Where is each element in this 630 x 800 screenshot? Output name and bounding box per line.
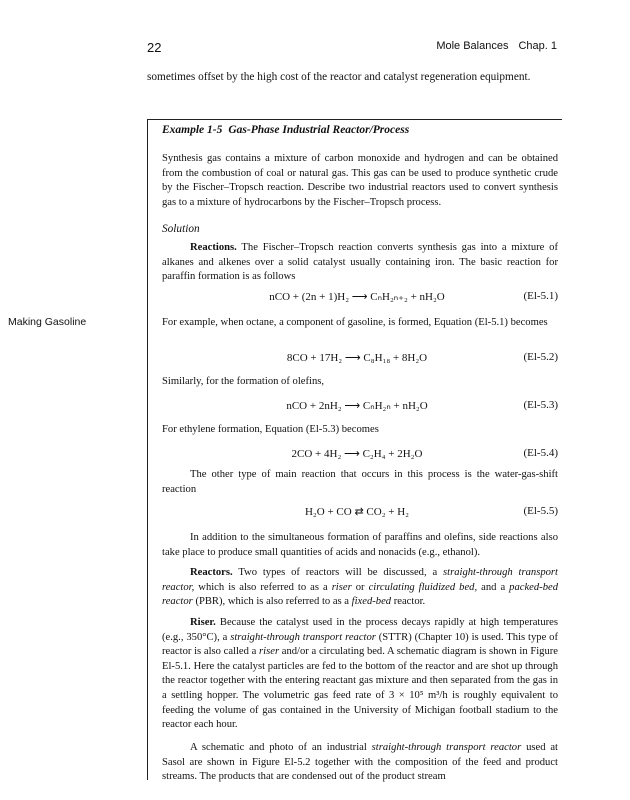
example-statement: Synthesis gas contains a mixture of carbon monoxide and hydrogen and can be obtained from the combustion of coal or natural gas. This gas can be used to produce synthetic crude by the Fischer–Tropsch reaction. Describe two industrial reactors used to convert synthesis gas to a mixture of hydrocarbons by the Fischer–Tropsch process. xyxy=(162,153,558,208)
margin-note: Making Gasoline xyxy=(8,316,87,328)
example-title xyxy=(162,124,409,136)
page-number: 22 xyxy=(147,40,162,55)
riser-lead: Riser. xyxy=(190,617,216,628)
olefins-paragraph: Similarly, for the formation of olefins, xyxy=(162,376,325,387)
schematic-paragraph: A schematic and photo of an industrial straight-through transport reactor used at Sasol are shown in Figure El-5.2 together with the composition of the feed and product streams. The products that are condensed out of the product stream xyxy=(162,742,558,783)
chapter-title: Mole Balances xyxy=(436,40,509,52)
running-head xyxy=(436,40,557,52)
solution-side-rule xyxy=(147,245,148,780)
reactions-paragraph: Reactions. The Fischer–Tropsch reaction converts synthesis gas into a mixture of alkanes and alkenes over a solid catalyst usually containing iron. The basic reaction for paraffin formation is as follows xyxy=(162,242,558,283)
equation-2 xyxy=(162,351,558,367)
equation-1-expr: nCO + (2n + 1)H₂ ⟶ CₙH₂ₙ₊₂ + nH₂O xyxy=(269,291,445,303)
equation-4 xyxy=(162,447,558,463)
page-header xyxy=(147,40,557,56)
equation-4-tag: (El-5.4) xyxy=(523,447,558,459)
equation-2-expr: 8CO + 17H₂ ⟶ C₈H₁₈ + 8H₂O xyxy=(286,352,428,364)
riser-paragraph: Riser. Because the catalyst used in the process decays rapidly at high temperatures (e.g., 350°C), a straight-through transport reactor (STTR) (Chapter 10) is used. This type of reactor is also called a riser and/or a circulating bed. A schematic diagram is shown in Figure El-5.1. Here the catalyst particles are fed to the bottom of the reactor and are shot up through the reactor together with the entering reactant gas mixture and then separated from the gas in a settling hopper. The volumetric gas feed rate of 3 × 10⁵ m³/h is roughly equivalent to feeding the volume of gas contained in the University of Michigan football stadium to the reactor each hour. xyxy=(162,617,558,731)
equation-5-tag: (El-5.5) xyxy=(523,505,558,517)
equation-3 xyxy=(162,399,558,415)
reactors-paragraph: Reactors. Two types of reactors will be discussed, a straight-through transport reactor, which is also referred to as a riser or circulating fluidized bed, and a packed-bed reactor (PBR), which is also referred to as a fixed-bed reactor. xyxy=(162,567,558,608)
solution-label: Solution xyxy=(162,223,200,235)
equation-1-tag: (El-5.1) xyxy=(523,290,558,302)
octane-paragraph: For example, when octane, a component of gasoline, is formed, Equation (El-5.1) becomes xyxy=(162,317,548,328)
equation-1 xyxy=(162,290,558,306)
example-name: Gas-Phase Industrial Reactor/Process xyxy=(228,124,410,136)
reactions-lead: Reactions. xyxy=(190,242,237,253)
addition-paragraph: In addition to the simultaneous formation of paraffins and olefins, side reactions also take place to produce small quantities of acids and nonacids (e.g., ethanol). xyxy=(162,532,558,558)
equation-2-tag: (El-5.2) xyxy=(523,351,558,363)
equation-5-expr: H₂O + CO ⇄ CO₂ + H₂ xyxy=(304,506,410,518)
example-number: Example 1-5 xyxy=(162,124,223,136)
reactors-lead: Reactors. xyxy=(190,567,233,578)
chapter-label: Chap. 1 xyxy=(518,40,557,52)
ethylene-paragraph: For ethylene formation, Equation (El-5.3) becomes xyxy=(162,424,379,435)
equation-5 xyxy=(162,505,558,521)
equation-4-expr: 2CO + 4H₂ ⟶ C₂H₄ + 2H₂O xyxy=(291,448,423,460)
equation-3-expr: nCO + 2nH₂ ⟶ CₙH₂ₙ + nH₂O xyxy=(286,400,428,412)
watergas-paragraph: The other type of main reaction that occurs in this process is the water-gas-shift reaction xyxy=(162,469,558,495)
equation-3-tag: (El-5.3) xyxy=(523,399,558,411)
intro-paragraph: sometimes offset by the high cost of the reactor and catalyst regeneration equipment. xyxy=(147,71,531,83)
